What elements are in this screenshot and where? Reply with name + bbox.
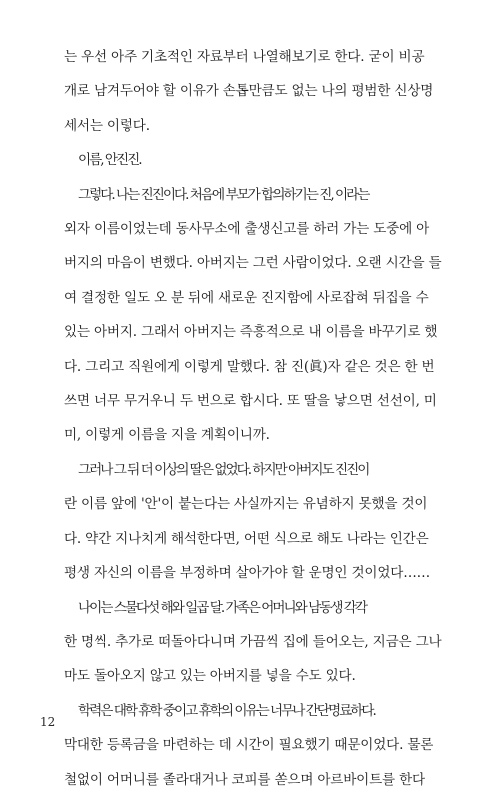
text-line: 다. 약간 지나치게 해석한다면, 어떤 식으로 해도 나라는 인간은 [64, 530, 429, 547]
text-line: 나이는 스물다섯 해와 일곱 달. 가족은 어머니와 남동생 각각 [78, 599, 367, 616]
text-line: 철없이 어머니를 졸라대거나 코피를 쏟으며 아르바이트를 한다 [64, 771, 425, 788]
text-line: 학력은 대학 휴학 중이고 휴학의 이유는 너무나 간단명료하다. [78, 702, 375, 719]
paragraph-2 [64, 143, 442, 177]
text-line: 개로 남겨두어야 할 이유가 손톱만큼도 없는 나의 평범한 신상명 [64, 83, 434, 100]
text-line: 있는 아버지. 그래서 아버지는 즉흥적으로 내 이름을 바꾸기로 했 [64, 324, 438, 341]
paragraph-5 [64, 591, 442, 694]
text-line: 란 이름 앞에 '안'이 붙는다는 사실까지는 유념하지 못했을 것이 [64, 496, 428, 513]
text-line: 외자 이름이었는데 동사무소에 출생신고를 하러 가는 도중에 아 [64, 221, 430, 238]
paragraph-6 [64, 694, 442, 797]
text-line: 세서는 이렇다. [64, 117, 150, 134]
text-line: 다. 그리고 직원에게 이렇게 말했다. 참 진(眞)자 같은 것은 한 번 [64, 358, 435, 375]
text-line: 미, 이렇게 이름을 지을 계획이니까. [64, 427, 270, 444]
text-line: 여 결정한 일도 오 분 뒤에 새로운 진지함에 사로잡혀 뒤집을 수 [64, 289, 429, 306]
paragraph-4 [64, 453, 442, 591]
text-line: 한 명씩. 추가로 떠돌아다니며 가끔씩 집에 들어오는, 지금은 그나 [64, 633, 442, 650]
text-line: 쓰면 너무 무거우니 두 번으로 합시다. 또 딸을 낳으면 선선이, 미 [64, 393, 437, 410]
paragraph-1 [64, 40, 442, 143]
page-number: 12 [40, 715, 56, 729]
text-line: 평생 자신의 이름을 부정하며 살아가야 할 운명인 것이었다…… [64, 565, 430, 582]
text-line: 는 우선 아주 기초적인 자료부터 나열해보기로 한다. 굳이 비공 [64, 49, 425, 65]
text-line: 그러나 그 뒤 더 이상의 딸은 없었다. 하지만 아버지도 진진이 [78, 461, 369, 478]
text-line: 마도 돌아오지 않고 있는 아버지를 넣을 수도 있다. [64, 668, 356, 685]
text-line: 막대한 등록금을 마련하는 데 시간이 필요했기 때문이었다. 물론 [64, 737, 434, 754]
text-line: 그렇다. 나는 진진이다. 처음에 부모가 합의하기는 진, 이라는 [78, 186, 369, 203]
text-line: 버지의 마음이 변했다. 아버지는 그런 사람이었다. 오랜 시간을 들 [64, 255, 442, 272]
body-text [64, 40, 442, 797]
text-line: 이름, 안진진. [78, 152, 141, 169]
paragraph-3 [64, 178, 442, 453]
